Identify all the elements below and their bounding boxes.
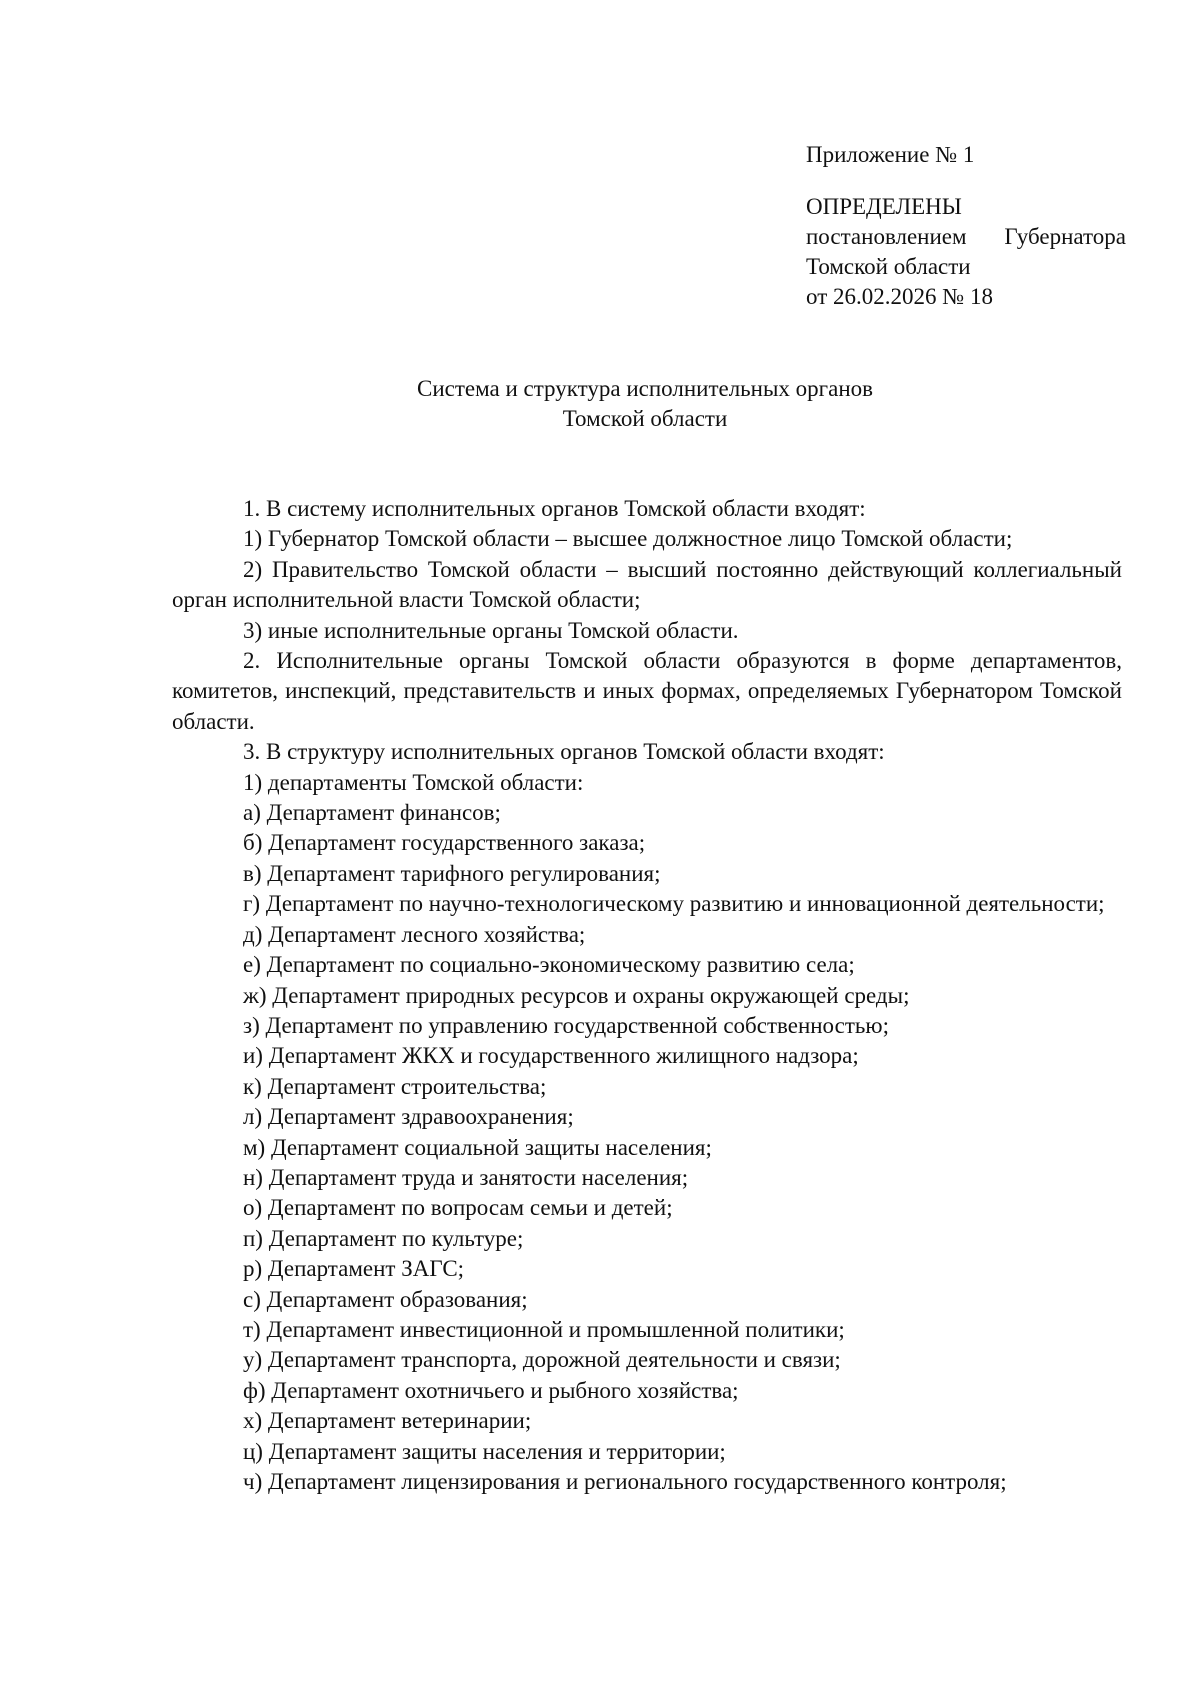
title-line-2: Томской области — [562, 406, 728, 431]
list-item: а) Департамент финансов; — [243, 800, 501, 826]
list-item: и) Департамент ЖКХ и государственного жилищного надзора; — [243, 1043, 859, 1069]
decree-date-number: от 26.02.2026 № 18 — [806, 284, 993, 309]
document-title — [170, 374, 1120, 434]
paragraph: 2) Правительство Томской области – высший постоянно действующий коллегиальный орган исполнительной власти Томской области; — [172, 556, 1122, 613]
paragraph: 1) Губернатор Томской области – высшее должностное лицо Томской области; — [243, 526, 1013, 552]
list-item: м) Департамент социальной защиты населения; — [243, 1134, 712, 1160]
list-item: т) Департамент инвестиционной и промышленной политики; — [243, 1316, 845, 1342]
list-item: з) Департамент по управлению государственной собственностью; — [243, 1012, 889, 1038]
list-item: г) Департамент по научно-технологическому развитию и инновационной деятельности; — [243, 891, 1105, 917]
list-item: б) Департамент государственного заказа; — [243, 830, 646, 856]
list-item: с) Департамент образования; — [243, 1286, 528, 1312]
list-item: ф) Департамент охотничьего и рыбного хозяйства; — [243, 1377, 739, 1403]
list-item: н) Департамент труда и занятости населения; — [243, 1164, 689, 1190]
list-item: р) Департамент ЗАГС; — [243, 1256, 465, 1282]
list-item: л) Департамент здравоохранения; — [243, 1104, 574, 1130]
paragraph: 3) иные исполнительные органы Томской области. — [243, 617, 739, 643]
title-line-1: Система и структура исполнительных органов — [416, 376, 873, 401]
approved-by-word: постановлением — [806, 224, 967, 249]
paragraph: 1) департаменты Томской области: — [243, 769, 584, 795]
list-item: д) Департамент лесного хозяйства; — [243, 921, 586, 947]
list-item: х) Департамент ветеринарии; — [243, 1408, 532, 1434]
list-item: о) Департамент по вопросам семьи и детей; — [243, 1195, 673, 1221]
approved-by-authority: Губернатора — [1004, 224, 1126, 249]
list-item: у) Департамент транспорта, дорожной деятельности и связи; — [243, 1347, 841, 1373]
approval-header — [806, 140, 1126, 312]
approved-by-line — [806, 222, 1126, 252]
document-body — [172, 494, 1122, 1497]
list-item: е) Департамент по социально-экономическому развитию села; — [243, 952, 855, 978]
list-item: ж) Департамент природных ресурсов и охраны окружающей среды; — [243, 982, 910, 1008]
annex-number: Приложение № 1 — [806, 142, 975, 167]
list-item: ц) Департамент защиты населения и территории; — [243, 1438, 726, 1464]
list-item: в) Департамент тарифного регулирования; — [243, 860, 661, 886]
approved-label: ОПРЕДЕЛЕНЫ — [806, 194, 962, 219]
list-item: к) Департамент строительства; — [243, 1073, 547, 1099]
approved-region: Томской области — [806, 254, 971, 279]
paragraph: 1. В систему исполнительных органов Томской области входят: — [243, 496, 866, 521]
paragraph: 3. В структуру исполнительных органов Томской области входят: — [243, 739, 885, 765]
paragraph: 2. Исполнительные органы Томской области образуются в форме департаментов, комитетов, инспекций, представительств и иных формах, определяемых Губернатором Томской области. — [172, 648, 1122, 734]
list-item: п) Департамент по культуре; — [243, 1225, 524, 1251]
list-item: ч) Департамент лицензирования и регионального государственного контроля; — [243, 1469, 1007, 1494]
